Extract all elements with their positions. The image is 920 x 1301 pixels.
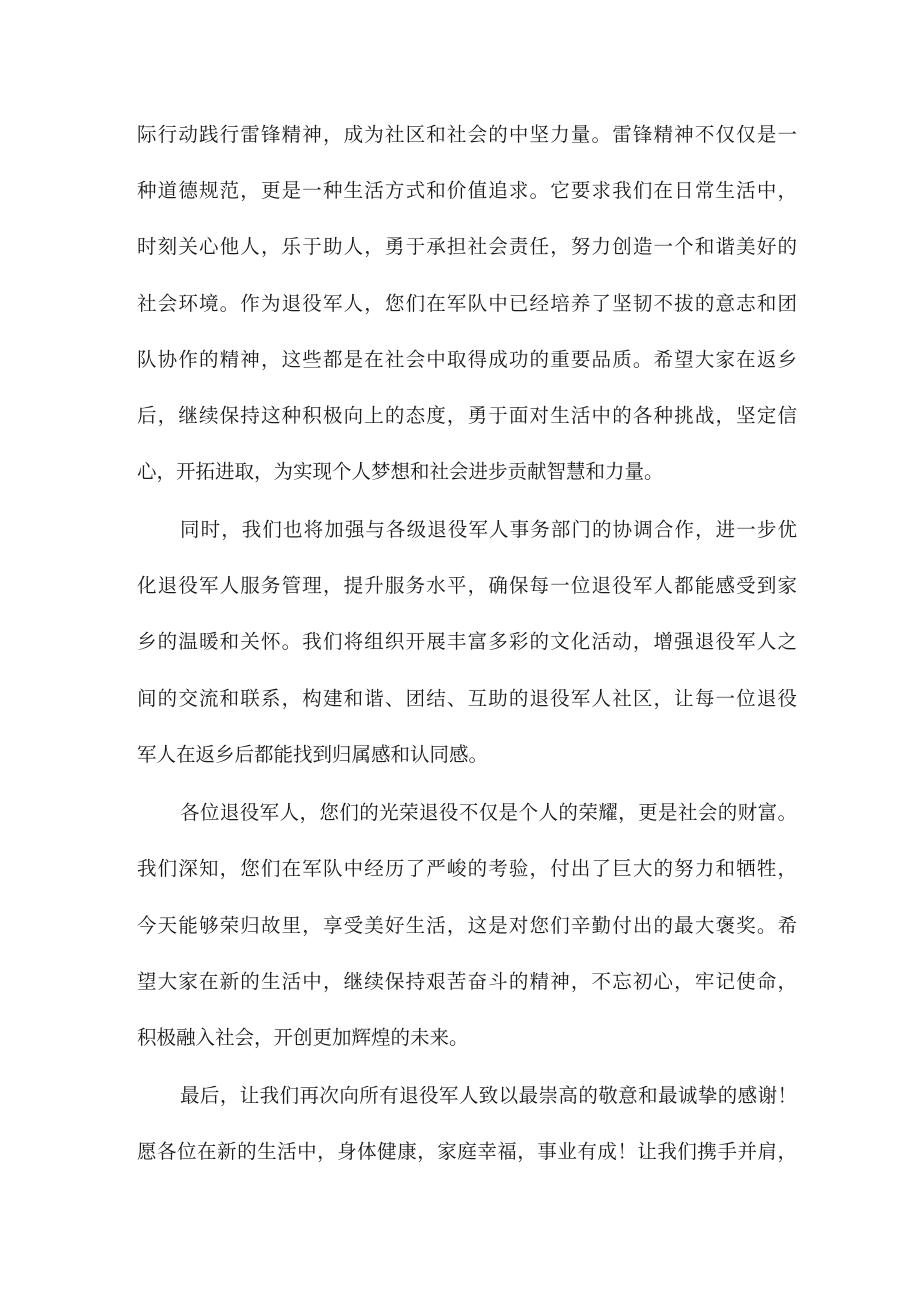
paragraph-1-line-4: 社会环境。作为退役军人，您们在军队中已经培养了坚韧不拔的意志和团 (137, 292, 797, 315)
paragraph-3-line-4: 望大家在新的生活中，继续保持艰苦奋斗的精神，不忘初心，牢记使命， (137, 970, 797, 993)
paragraph-1-line-1: 际行动践行雷锋精神，成为社区和社会的中坚力量。雷锋精神不仅仅是一 (137, 123, 797, 146)
paragraph-1-line-7: 心，开拓进取，为实现个人梦想和社会进步贡献智慧和力量。 (137, 460, 664, 483)
paragraph-2-line-5: 军人在返乡后都能找到归属感和认同感。 (137, 743, 489, 766)
paragraph-1-line-3: 时刻关心他人，乐于助人，勇于承担社会责任，努力创造一个和谐美好的 (137, 235, 797, 258)
paragraph-2-line-3: 乡的温暖和关怀。我们将组织开展丰富多彩的文化活动，增强退役军人之 (137, 630, 797, 653)
paragraph-3-line-2: 我们深知，您们在军队中经历了严峻的考验，付出了巨大的努力和牺牲， (137, 857, 797, 880)
paragraph-2-line-2: 化退役军人服务管理，提升服务水平，确保每一位退役军人都能感受到家 (137, 574, 797, 597)
paragraph-4-line-1: 最后，让我们再次向所有退役军人致以最崇高的敬意和最诚挚的感谢！ (180, 1084, 797, 1107)
paragraph-1-line-5: 队协作的精神，这些都是在社会中取得成功的重要品质。希望大家在返乡 (137, 348, 797, 371)
paragraph-1-line-6: 后，继续保持这种积极向上的态度，勇于面对生活中的各种挑战，坚定信 (137, 404, 797, 427)
paragraph-3-line-3: 今天能够荣归故里，享受美好生活，这是对您们辛勤付出的最大褒奖。希 (137, 914, 797, 937)
paragraph-3-line-1: 各位退役军人，您们的光荣退役不仅是个人的荣耀，更是社会的财富。 (180, 801, 797, 824)
paragraph-2-line-4: 间的交流和联系，构建和谐、团结、互助的退役军人社区，让每一位退役 (137, 687, 797, 710)
paragraph-4-line-2: 愿各位在新的生活中，身体健康，家庭幸福，事业有成！让我们携手并肩， (137, 1140, 797, 1163)
paragraph-3-line-5: 积极融入社会，开创更加辉煌的未来。 (137, 1026, 469, 1049)
paragraph-2-line-1: 同时，我们也将加强与各级退役军人事务部门的协调合作，进一步优 (180, 518, 797, 541)
paragraph-1-line-2: 种道德规范，更是一种生活方式和价值追求。它要求我们在日常生活中， (137, 179, 797, 202)
